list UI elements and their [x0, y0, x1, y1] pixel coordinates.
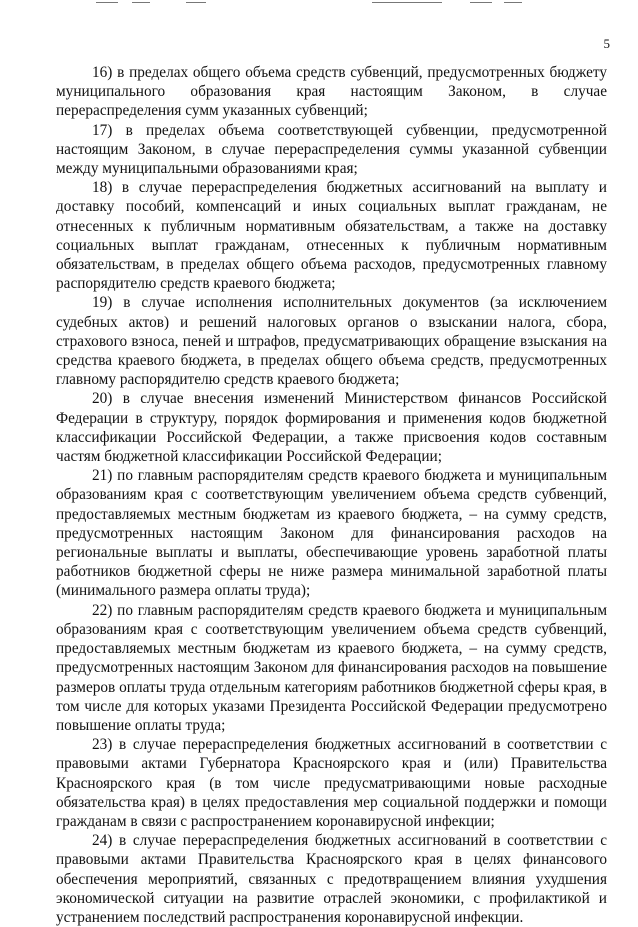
paragraph-item-18: 18) в случае перераспределения бюджетных ассигнований на выплату и доставку пособий, компенсаций и иных социальных выплат гражданам, не отнесенных к публичным нормативным обязательствам, а также на доставку социальных выплат гражданам, отнесенных к публичным нормативным обязательствам, в пределах общего объема расходов, предусмотренных главному распорядителю средств краевого бюджета;: [56, 179, 607, 293]
document-body: [56, 63, 607, 927]
paragraph-item-20: 20) в случае внесения изменений Министерством финансов Российской Федерации в структуру, порядок формирования и применения кодов бюджетной классификации Российской Федерации, а также присвоения кодов составным частям бюджетной классификации Российской Федерации;: [56, 390, 607, 466]
paragraph-item-24: 24) в случае перераспределения бюджетных ассигнований в соответствии с правовыми актами Правительства Красноярского края в целях финансового обеспечения мероприятий, связанных с предотвращением влияния ухудшения экономической ситуации на развитие отраслей экономики, с профилактикой и устранением последствий распространения коронавирусной инфекции.: [56, 832, 607, 926]
paragraph-item-21: 21) по главным распорядителям средств краевого бюджета и муниципальным образованиям края с соответствующим увеличением объема средств субвенций, предоставляемых местным бюджетам из краевого бюджета, – на сумму средств, предусмотренных настоящим Законом для финансирования расходов на региональные выплаты и выплаты, обеспечивающие уровень заработной платы работников бюджетной сферы не ниже размера минимальной заработной платы (минимального размера оплаты труда);: [56, 467, 607, 600]
paragraph-item-23: 23) в случае перераспределения бюджетных ассигнований в соответствии с правовыми актами Губернатора Красноярского края и (или) Правительства Красноярского края (в том числе предусматривающими новые расходные обязательства края) в целях предоставления мер социальной поддержки и помощи гражданам в связи с распространением коронавирусной инфекции;: [56, 736, 607, 830]
paragraph-item-22: 22) по главным распорядителям средств краевого бюджета и муниципальным образованиям края с соответствующим увеличением объема средств субвенций, предоставляемых местным бюджетам из краевого бюджета, – на сумму средств, предусмотренных настоящим Законом для финансирования расходов на повышение размеров оплаты труда отдельным категориям работников бюджетной сферы края, в том числе для которых указами Президента Российской Федерации предусмотрено повышение оплаты труда;: [56, 601, 607, 734]
paragraph-item-16: 16) в пределах общего объема средств субвенций, предусмотренных бюджету муниципального образования края настоящим Законом, в случае перераспределения сумм указанных субвенций;: [56, 64, 607, 120]
paragraph-item-19: 19) в случае исполнения исполнительных документов (за исключением судебных актов) и решений налоговых органов о взыскании налога, сбора, страхового взноса, пеней и штрафов, предусматривающих обращение взыскания на средства краевого бюджета, в пределах общего объема средств, предусмотренных главному распорядителю средств краевого бюджета;: [56, 294, 607, 389]
page-number: 5: [603, 36, 610, 51]
top-edge-marks: [0, 0, 638, 8]
paragraph-item-17: 17) в пределах объема соответствующей субвенции, предусмотренной настоящим Законом, в случае перераспределения суммы указанной субвенции между муниципальными образованиями края;: [56, 121, 607, 178]
